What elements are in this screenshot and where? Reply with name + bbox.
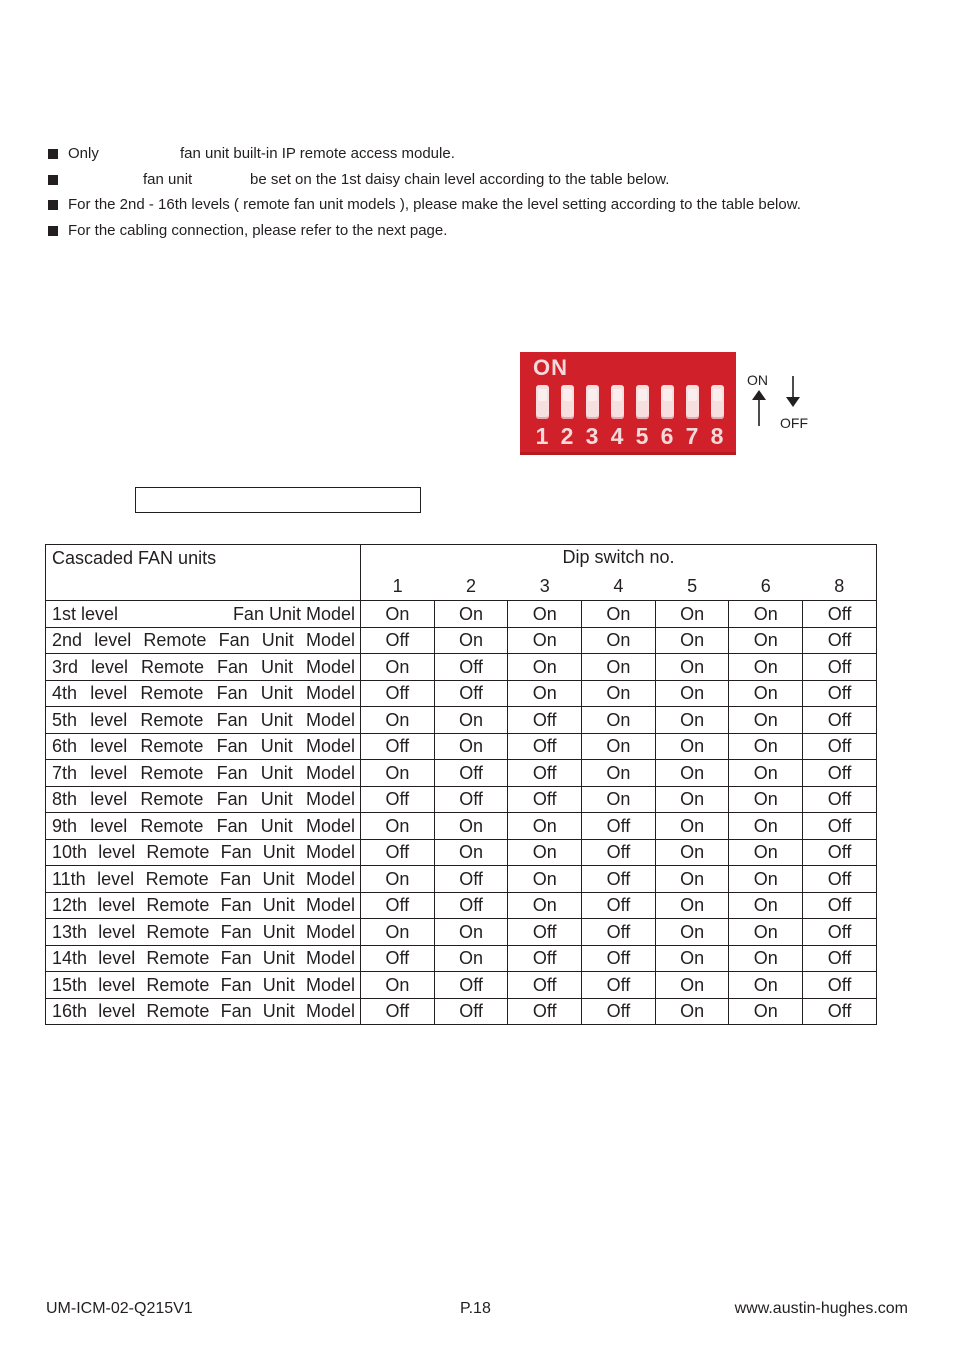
switch-state-cell: On xyxy=(729,998,803,1025)
level-label: 6th level Remote Fan Unit Model xyxy=(46,733,361,760)
switch-state-cell: On xyxy=(361,707,435,734)
switch-state-cell: Off xyxy=(803,892,877,919)
switch-state-cell: On xyxy=(361,972,435,999)
footer-doc-code: UM-ICM-02-Q215V1 xyxy=(46,1300,193,1317)
level-label: 2nd level Remote Fan Unit Model xyxy=(46,627,361,654)
switch-state-cell: On xyxy=(655,945,729,972)
switch-state-cell: Off xyxy=(582,919,656,946)
switch-state-cell: On xyxy=(582,654,656,681)
dip-toggle xyxy=(536,385,549,419)
switch-state-cell: On xyxy=(508,627,582,654)
note-item xyxy=(46,221,926,247)
switch-state-cell: Off xyxy=(803,813,877,840)
switch-state-cell: Off xyxy=(803,760,877,787)
switch-state-cell: On xyxy=(434,733,508,760)
dip-toggle xyxy=(561,385,574,419)
switch-state-cell: On xyxy=(434,945,508,972)
header-switch-number: 6 xyxy=(729,576,803,600)
switch-state-cell: On xyxy=(434,707,508,734)
switch-state-cell: On xyxy=(508,866,582,893)
switch-state-cell: On xyxy=(729,601,803,628)
table-row xyxy=(46,707,877,734)
level-model-label: Fan Unit Model xyxy=(232,604,355,624)
switch-state-cell: On xyxy=(655,680,729,707)
switch-state-cell: On xyxy=(361,760,435,787)
switch-state-cell: On xyxy=(655,813,729,840)
blank-label-box xyxy=(135,487,421,513)
level-label: 16th level Remote Fan Unit Model xyxy=(46,998,361,1025)
switch-state-cell: Off xyxy=(508,707,582,734)
dip-number: 5 xyxy=(635,423,649,449)
switch-state-cell: On xyxy=(655,707,729,734)
switch-state-cell: On xyxy=(361,813,435,840)
table-row xyxy=(46,627,877,654)
header-switch-number: 3 xyxy=(508,576,582,600)
switch-state-cell: Off xyxy=(582,813,656,840)
switch-state-cell: On xyxy=(655,892,729,919)
switch-state-cell: Off xyxy=(434,760,508,787)
level-label: 4th level Remote Fan Unit Model xyxy=(46,680,361,707)
switch-state-cell: On xyxy=(655,627,729,654)
switch-state-cell: On xyxy=(729,892,803,919)
switch-state-cell: On xyxy=(508,839,582,866)
table-header-row xyxy=(46,545,877,577)
legend-on-label: ON xyxy=(747,372,768,388)
switch-state-cell: Off xyxy=(361,839,435,866)
table-row xyxy=(46,760,877,787)
switch-state-cell: Off xyxy=(582,945,656,972)
switch-state-cell: Off xyxy=(508,945,582,972)
switch-state-cell: Off xyxy=(361,733,435,760)
level-label: 7th level Remote Fan Unit Model xyxy=(46,760,361,787)
note-text: For the 2nd - 16th levels ( remote fan unit models ), please make the level setting according to the table below. xyxy=(68,196,801,213)
switch-state-cell: On xyxy=(508,601,582,628)
switch-state-cell: On xyxy=(729,627,803,654)
switch-state-cell: On xyxy=(655,601,729,628)
switch-state-cell: Off xyxy=(803,733,877,760)
switch-state-cell: Off xyxy=(803,998,877,1025)
switch-state-cell: On xyxy=(729,813,803,840)
switch-state-cell: On xyxy=(655,839,729,866)
note-text: For the cabling connection, please refer to the next page. xyxy=(68,221,448,239)
dip-number: 4 xyxy=(610,423,624,449)
switch-state-cell: On xyxy=(361,601,435,628)
footer-website: www.austin-hughes.com xyxy=(734,1300,908,1317)
table-row xyxy=(46,919,877,946)
switch-state-cell: On xyxy=(361,654,435,681)
table-row xyxy=(46,839,877,866)
switch-state-cell: On xyxy=(655,760,729,787)
switch-state-cell: Off xyxy=(803,707,877,734)
bullet-square-icon xyxy=(48,226,58,236)
switch-state-cell: On xyxy=(655,998,729,1025)
dip-number: 7 xyxy=(685,423,699,449)
switch-state-cell: On xyxy=(434,601,508,628)
switch-state-cell: On xyxy=(361,919,435,946)
dip-toggle xyxy=(711,385,724,419)
table-row xyxy=(46,680,877,707)
switch-state-cell: On xyxy=(434,839,508,866)
level-label: 1st level xyxy=(52,603,119,624)
table-row xyxy=(46,892,877,919)
switch-state-cell: On xyxy=(729,919,803,946)
switch-state-cell: Off xyxy=(434,892,508,919)
switch-state-cell: On xyxy=(582,680,656,707)
dip-number: 8 xyxy=(710,423,724,449)
switch-state-cell: On xyxy=(729,707,803,734)
legend-off-label: OFF xyxy=(780,415,808,431)
switch-state-cell: Off xyxy=(803,839,877,866)
table-row xyxy=(46,601,877,628)
switch-state-cell: Off xyxy=(582,839,656,866)
switch-state-cell: Off xyxy=(803,601,877,628)
level-label: 3rd level Remote Fan Unit Model xyxy=(46,654,361,681)
level-label: 11th level Remote Fan Unit Model xyxy=(46,866,361,893)
switch-state-cell: On xyxy=(434,919,508,946)
switch-state-cell: On xyxy=(508,654,582,681)
dip-toggle xyxy=(586,385,599,419)
switch-state-cell: On xyxy=(508,813,582,840)
level-label: 13th level Remote Fan Unit Model xyxy=(46,919,361,946)
switch-state-cell: Off xyxy=(803,627,877,654)
dip-switch-photo xyxy=(520,352,736,455)
header-switch-number: 4 xyxy=(582,576,656,600)
switch-state-cell: Off xyxy=(361,680,435,707)
level-label: 10th level Remote Fan Unit Model xyxy=(46,839,361,866)
switch-state-cell: Off xyxy=(508,972,582,999)
dip-toggle xyxy=(636,385,649,419)
switch-state-cell: On xyxy=(655,919,729,946)
switch-state-cell: On xyxy=(508,680,582,707)
switch-state-cell: On xyxy=(582,627,656,654)
bullet-square-icon xyxy=(48,149,58,159)
switch-state-cell: Off xyxy=(508,733,582,760)
table-row xyxy=(46,866,877,893)
switch-state-cell: Off xyxy=(803,945,877,972)
switch-state-cell: On xyxy=(729,866,803,893)
table-row xyxy=(46,786,877,813)
note-text: fan unit xyxy=(143,170,193,188)
switch-state-cell: Off xyxy=(582,866,656,893)
switch-state-cell: Off xyxy=(582,972,656,999)
bullet-square-icon xyxy=(48,175,58,185)
switch-state-cell: On xyxy=(361,866,435,893)
note-item xyxy=(46,195,926,221)
switch-state-cell: Off xyxy=(508,998,582,1025)
table-row xyxy=(46,654,877,681)
switch-state-cell: On xyxy=(655,733,729,760)
level-label: 5th level Remote Fan Unit Model xyxy=(46,707,361,734)
header-dip-switch: Dip switch no. xyxy=(361,545,877,577)
switch-state-cell: Off xyxy=(803,680,877,707)
switch-state-cell: Off xyxy=(361,786,435,813)
note-text: Only xyxy=(68,145,99,162)
dip-number: 1 xyxy=(535,423,549,449)
dip-number: 6 xyxy=(660,423,674,449)
header-switch-number: 8 xyxy=(803,576,877,600)
level-label: 15th level Remote Fan Unit Model xyxy=(46,972,361,999)
switch-state-cell: Off xyxy=(508,760,582,787)
switch-state-cell: On xyxy=(655,866,729,893)
switch-state-cell: Off xyxy=(361,945,435,972)
bullet-square-icon xyxy=(48,200,58,210)
dip-toggle xyxy=(686,385,699,419)
note-list xyxy=(46,144,926,246)
switch-state-cell: On xyxy=(582,760,656,787)
switch-state-cell: On xyxy=(582,786,656,813)
header-cascaded-units: Cascaded FAN units xyxy=(46,545,361,601)
switch-state-cell: Off xyxy=(361,998,435,1025)
level-label: 12th level Remote Fan Unit Model xyxy=(46,892,361,919)
note-item xyxy=(46,144,926,170)
header-switch-number: 2 xyxy=(434,576,508,600)
switch-state-cell: On xyxy=(434,627,508,654)
switch-state-cell: On xyxy=(729,760,803,787)
switch-state-cell: On xyxy=(582,707,656,734)
switch-state-cell: On xyxy=(729,654,803,681)
header-switch-number: 1 xyxy=(361,576,435,600)
switch-state-cell: Off xyxy=(434,866,508,893)
switch-state-cell: On xyxy=(655,654,729,681)
switch-state-cell: Off xyxy=(803,972,877,999)
switch-state-cell: Off xyxy=(582,892,656,919)
dip-toggle xyxy=(611,385,624,419)
note-item xyxy=(46,170,926,196)
switch-state-cell: On xyxy=(729,786,803,813)
switch-state-cell: On xyxy=(729,972,803,999)
switch-state-cell: On xyxy=(434,813,508,840)
switch-state-cell: Off xyxy=(803,654,877,681)
level-label-cell xyxy=(46,601,361,628)
switch-state-cell: Off xyxy=(803,786,877,813)
switch-state-cell: Off xyxy=(434,972,508,999)
header-switch-number: 5 xyxy=(655,576,729,600)
switch-state-cell: On xyxy=(729,839,803,866)
level-label: 8th level Remote Fan Unit Model xyxy=(46,786,361,813)
switch-state-cell: On xyxy=(582,733,656,760)
switch-state-cell: Off xyxy=(508,786,582,813)
level-label: 14th level Remote Fan Unit Model xyxy=(46,945,361,972)
dip-toggle xyxy=(661,385,674,419)
switch-state-cell: Off xyxy=(434,654,508,681)
switch-state-cell: On xyxy=(729,680,803,707)
switch-state-cell: On xyxy=(655,786,729,813)
table-row xyxy=(46,945,877,972)
switch-state-cell: Off xyxy=(582,998,656,1025)
switch-state-cell: Off xyxy=(361,627,435,654)
table-row xyxy=(46,998,877,1025)
table-row xyxy=(46,813,877,840)
dip-switch-table xyxy=(45,544,877,1025)
switch-state-cell: On xyxy=(582,601,656,628)
note-text: be set on the 1st daisy chain level according to the table below. xyxy=(250,170,670,188)
level-label: 9th level Remote Fan Unit Model xyxy=(46,813,361,840)
switch-state-cell: Off xyxy=(434,786,508,813)
dip-on-label: ON xyxy=(533,355,568,380)
dip-number: 3 xyxy=(585,423,599,449)
switch-state-cell: Off xyxy=(508,919,582,946)
dip-number: 2 xyxy=(560,423,574,449)
switch-state-cell: On xyxy=(655,972,729,999)
switch-state-cell: On xyxy=(508,892,582,919)
switch-state-cell: Off xyxy=(803,866,877,893)
switch-state-cell: Off xyxy=(803,919,877,946)
switch-state-cell: On xyxy=(729,945,803,972)
note-text: fan unit built-in IP remote access module. xyxy=(180,145,455,162)
table-row xyxy=(46,972,877,999)
table-row xyxy=(46,733,877,760)
switch-state-cell: On xyxy=(729,733,803,760)
footer-page-number: P.18 xyxy=(460,1300,491,1317)
switch-state-cell: Off xyxy=(434,680,508,707)
switch-state-cell: Off xyxy=(361,892,435,919)
switch-state-cell: Off xyxy=(434,998,508,1025)
